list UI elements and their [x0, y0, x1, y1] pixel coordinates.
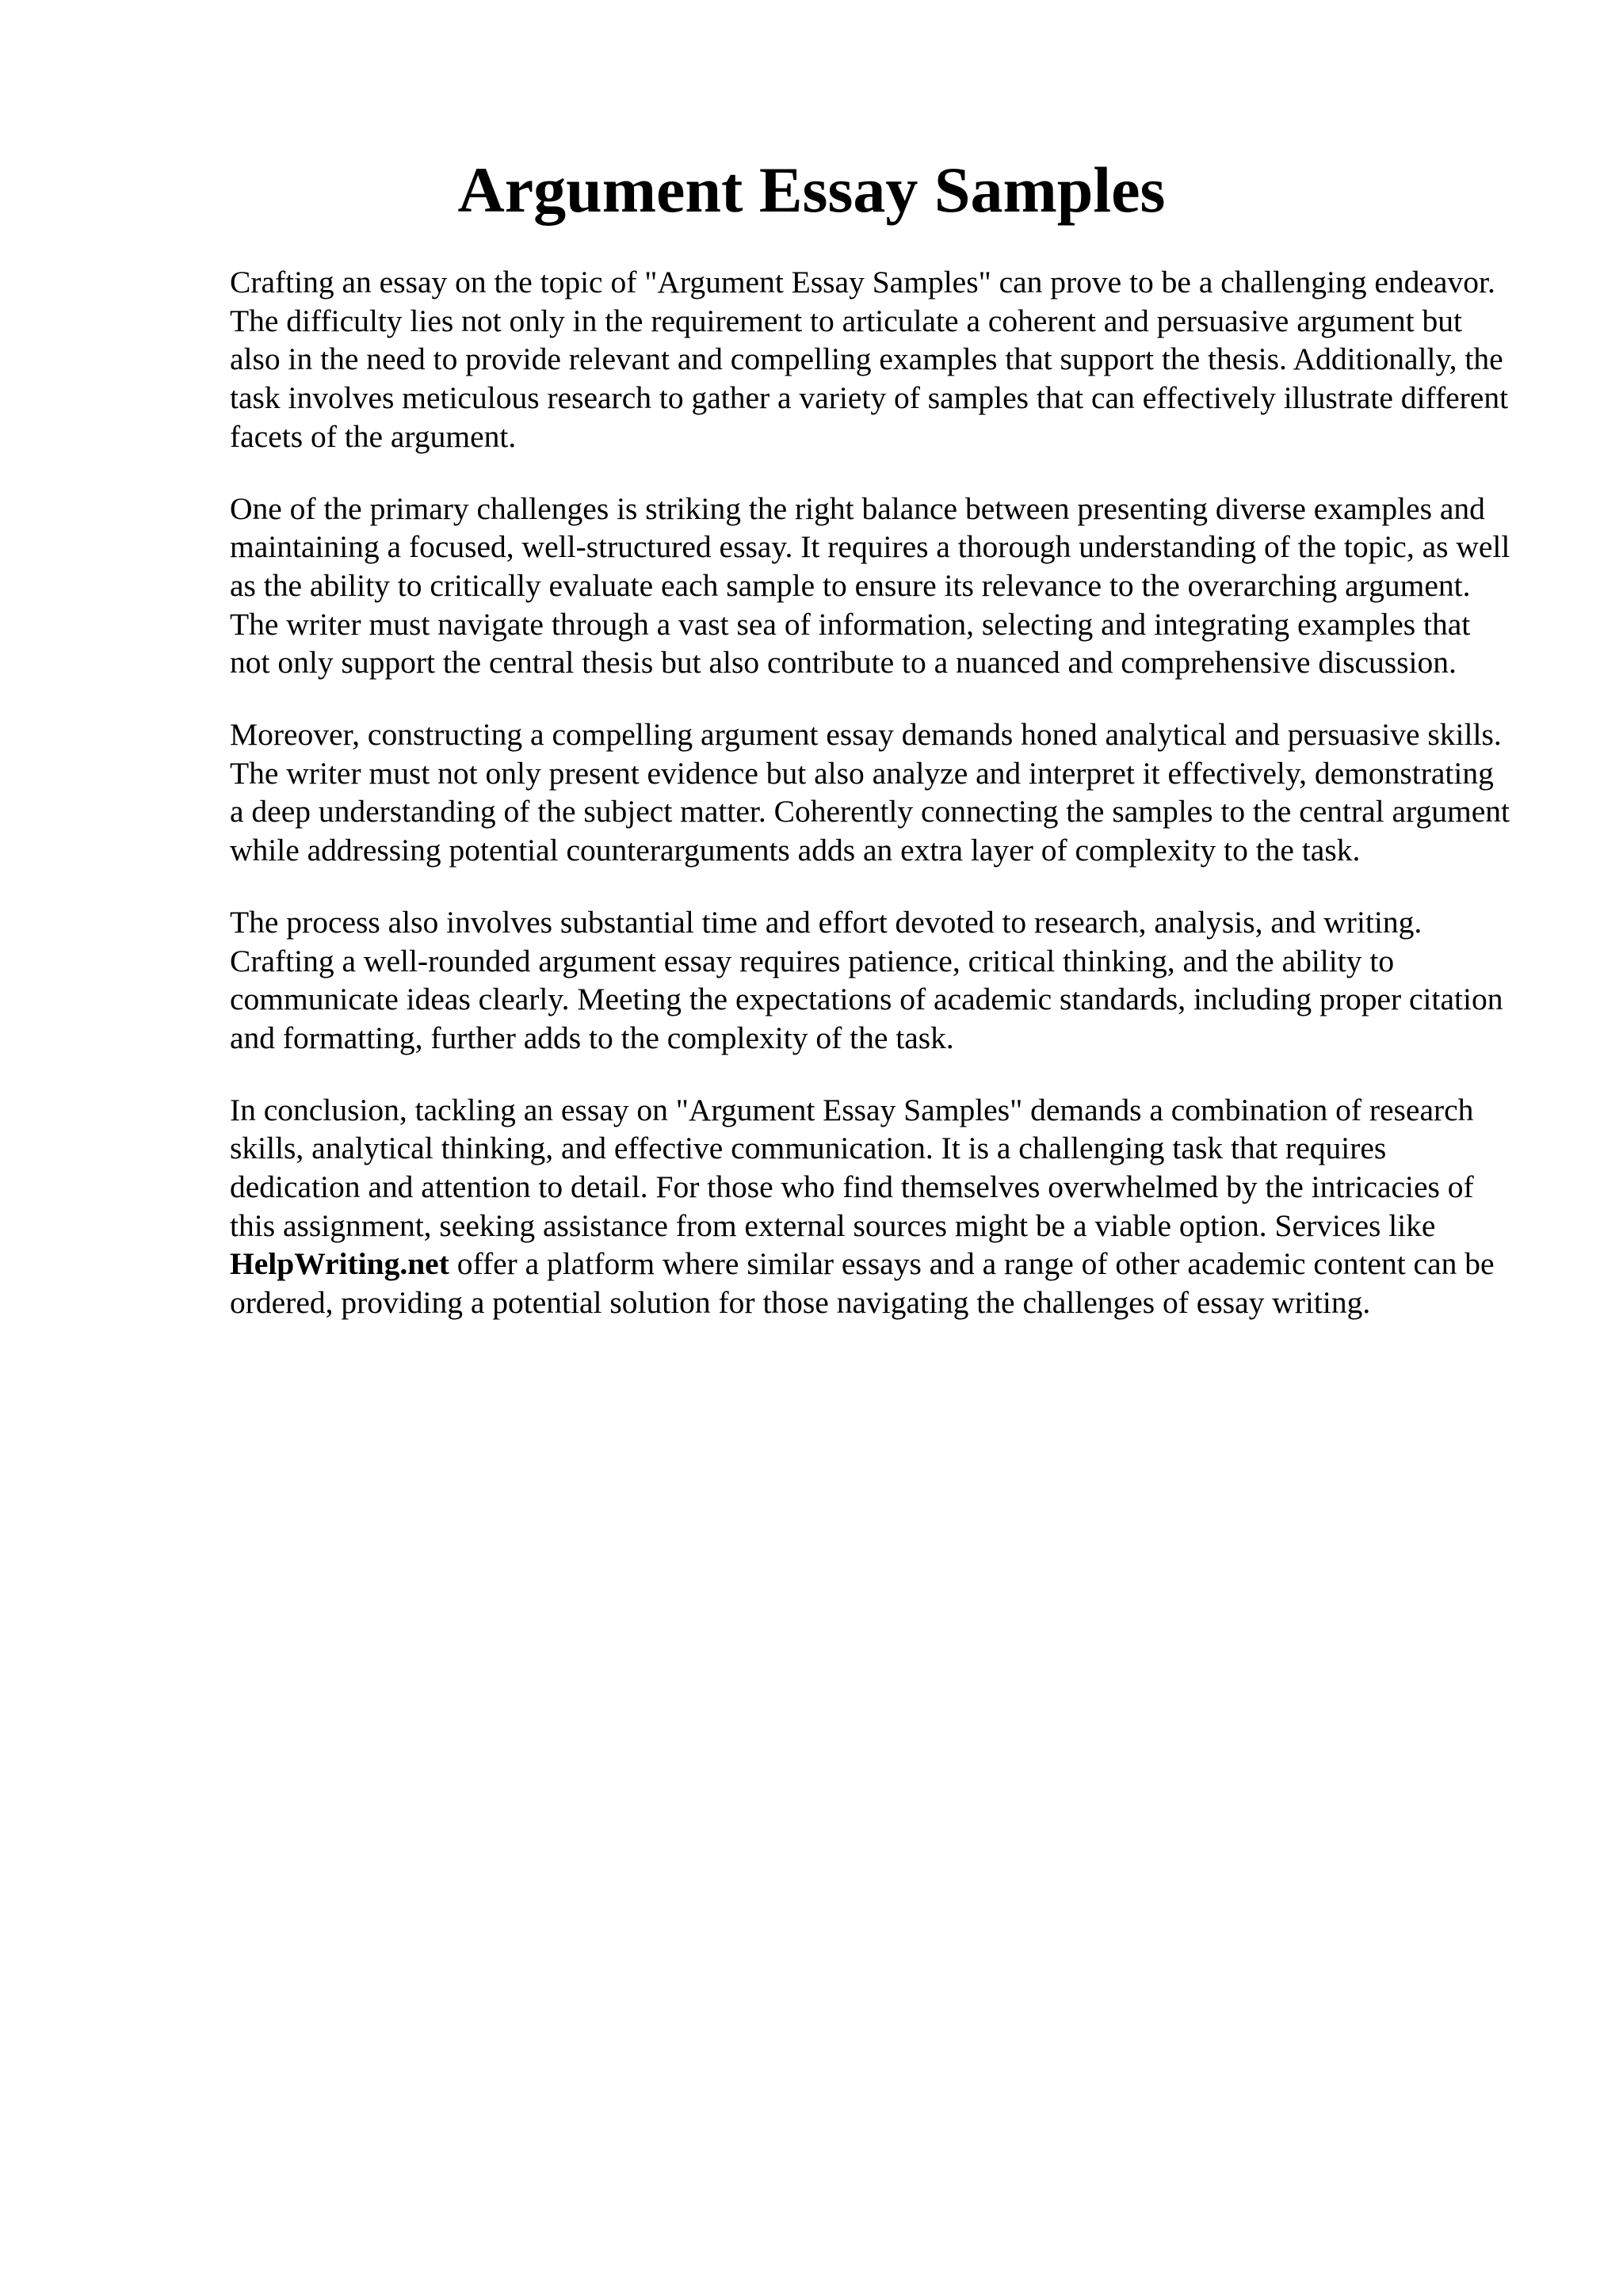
paragraph-2: One of the primary challenges is striking the right balance between presenting diverse examples and maintaining a focused, well-structured essay. It requires a thorough understanding of the topic, as well as the ability to critically evaluate each sample to ensure its relevance to the overarching argument. The writer must navigate through a vast sea of information, selecting and integrating examples that not only support the central thesis but also contribute to a nuanced and comprehensive discussion. [230, 490, 1510, 681]
paragraph-1: Crafting an essay on the topic of "Argument Essay Samples" can prove to be a challenging endeavor. The difficulty lies not only in the requirement to articulate a coherent and persuasive argument but also in the need to provide relevant and compelling examples that support the thesis. Additionally, the task involves meticulous research to gather a variety of samples that can effectively illustrate different facets of the argument. [230, 265, 1509, 454]
helpwriting-link[interactable]: HelpWriting.net [230, 1246, 449, 1282]
paragraph-4: The process also involves substantial time and effort devoted to research, analysis, and writing. Crafting a well-rounded argument essay requires patience, critical thinking, and the ability to communicate ideas clearly. Meeting the expectations of academic standards, including proper citation and formatting, further adds to the complexity of the task. [230, 904, 1503, 1055]
document-body [230, 263, 1514, 1356]
conclusion-text-before-link: In conclusion, tackling an essay on "Argument Essay Samples" demands a combination of research skills, analytical thinking, and effective communication. It is a challenging task that requires dedication and attention to detail. For those who find themselves overwhelmed by the intricacies of this assignment, seeking assistance from external sources might be a viable option. Services like [230, 1092, 1474, 1243]
paragraph-conclusion [230, 1091, 1514, 1322]
conclusion-text-after-link: offer a platform where similar essays and a range of other academic content can be ordered, providing a potential solution for those navigating the challenges of essay writing. [230, 1246, 1495, 1321]
document-title: Argument Essay Samples [457, 154, 1166, 226]
paragraph-3: Moreover, constructing a compelling argument essay demands honed analytical and persuasive skills. The writer must not only present evidence but also analyze and interpret it effectively, demonstrating a deep understanding of the subject matter. Coherently connecting the samples to the central argument while addressing potential counterarguments adds an extra layer of complexity to the task. [230, 717, 1510, 868]
